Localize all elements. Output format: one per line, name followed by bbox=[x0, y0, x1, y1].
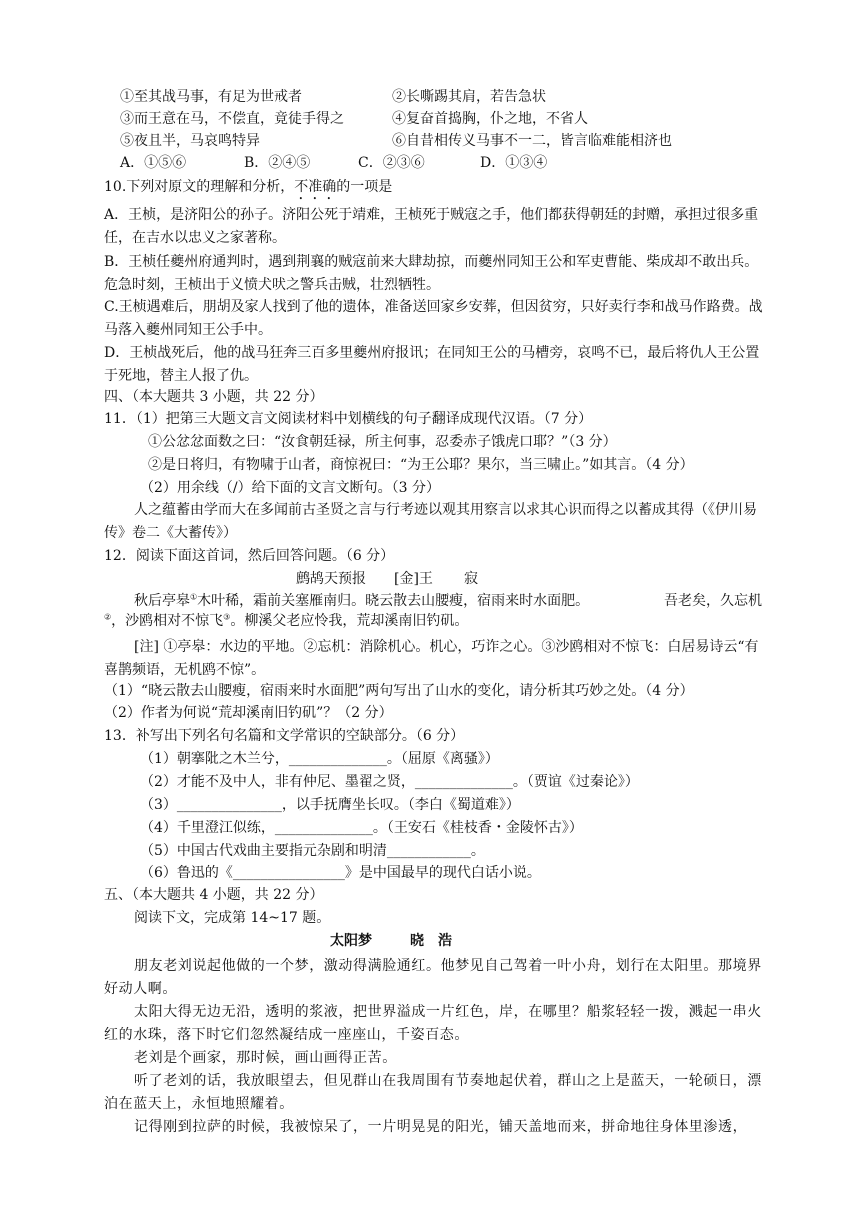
poem-author-tag: [金]王 bbox=[394, 571, 433, 587]
q10-option-b: B．王桢任夔州府通判时，遇到荆襄的贼寇前来大肆劫掠，而夔州同知王公和军吏曹能、柴成却不敢出兵。危急时刻，王桢出于义愤犬吠之警兵击贼，壮烈牺牲。 bbox=[104, 254, 759, 293]
q13-item-6: （6）鲁迅的《________________》是中国最早的现代白话小说。 bbox=[140, 865, 541, 881]
article-paragraph-2: 太阳大得无边无沿，透明的浆液，把世界溢成一片红色，岸，在哪里？船浆轻轻一拨，溅起一串火红的水珠，落下时它们忽然凝结成一座座山，千姿百态。 bbox=[104, 1004, 762, 1043]
poem-line-2-b: ，沙鸥相对不惊飞 bbox=[111, 613, 224, 629]
q13-item-3: （3）_______________，以手抚膺坐长叹。（李白《蜀道难》） bbox=[140, 797, 520, 813]
q13-item-2: （2）才能不及中人，非有仲尼、墨翟之贤，______________。（贾谊《过秦论》） bbox=[140, 774, 639, 790]
q13-item-1: （1）朝搴阰之木兰兮，______________。（屈原《离骚》） bbox=[140, 751, 499, 767]
q11-part-2: （2）用余线（/）给下面的文言文断句。（3 分） bbox=[140, 480, 440, 496]
note-marker-2: ② bbox=[104, 612, 112, 622]
section-five-heading: 五、（本大题共 4 小题，共 22 分） bbox=[104, 887, 324, 903]
q9-option-6: ⑥自昔相传义马事不一二，皆言临难能相济也 bbox=[392, 133, 672, 149]
article-paragraph-5: 记得刚到拉萨的时候，我被惊呆了，一片明晃晃的阳光，铺天盖地而来，拼命地往身体里渗透， bbox=[134, 1119, 748, 1135]
q10-heading-pre: 10.下列对原文的理解和分析， bbox=[104, 179, 295, 195]
q9-option-4: ④复奋首捣胸，仆之地，不省人 bbox=[392, 111, 588, 127]
q10-option-c: C.王桢遇难后，朋胡及家人找到了他的遗体，准备送回家乡安葬，但因贫穷，只好卖行李和战马作路费。战马落入夔州同知王公手中。 bbox=[104, 299, 763, 338]
note-marker-1: ① bbox=[190, 592, 198, 602]
article-author: 晓 浩 bbox=[410, 933, 452, 949]
q13-heading: 13．补写出下列名句名篇和文学常识的空缺部分。（6 分） bbox=[104, 728, 465, 744]
note-marker-3: ③ bbox=[223, 612, 231, 622]
article-title: 太阳梦 bbox=[330, 933, 372, 949]
q9-choice-d: D．①③④ bbox=[480, 155, 548, 171]
poem-line-1-a: 秋后亭皋 bbox=[134, 593, 190, 609]
poem-line-2 bbox=[104, 610, 468, 632]
q9-choice-c: C．②③⑥ bbox=[358, 155, 425, 171]
section-four-heading: 四、（本大题共 3 小题，共 22 分） bbox=[104, 389, 324, 405]
article-paragraph-1: 朋友老刘说起他做的一个梦，激动得满脸通红。他梦见自己驾着一叶小舟，划行在太阳里。那境界好动人啊。 bbox=[104, 958, 762, 997]
q13-item-5: （5）中国古代戏曲主要指元杂剧和明清____________。 bbox=[140, 843, 485, 859]
poem-line-1 bbox=[134, 590, 589, 612]
q12-question-1: （1）“晓云散去山腰瘦，宿雨来时水面肥”两句写出了山水的变化，请分析其巧妙之处。（4 分） bbox=[104, 683, 694, 699]
reading-intro: 阅读下文，完成第 14~17 题。 bbox=[134, 910, 331, 926]
poem-title: 鹧鸪天预报 bbox=[296, 571, 366, 587]
q11-sentence-1: ①公忿忿面数之曰：“汝食朝廷禄，所主何事，忍委赤子饿虎口耶？”（3 分） bbox=[148, 434, 617, 450]
q10-option-a: A．王桢，是济阳公的孙子。济阳公死于靖难，王桢死于贼寇之手，他们都获得朝廷的封赠，承担过很多重任，在吉水以忠义之家著称。 bbox=[104, 207, 759, 246]
q9-choice-b: B．②④⑤ bbox=[244, 155, 311, 171]
q10-heading-emphasis: 不准确 bbox=[294, 179, 337, 195]
q10-option-d: D．王桢战死后，他的战马狂奔三百多里夔州府报讯；在同知王公的马槽旁，哀鸣不已，最后将仇人王公置于死地，替主人报了仇。 bbox=[104, 345, 760, 384]
poem-line-2-start: 吾老矣，久忘机 bbox=[664, 593, 762, 609]
q11-passage: 人之蕴蓄由学而大在多闻前古圣贤之言与行考迹以观其用察言以求其心识而得之以蓄成其得（《伊川易传》卷二《大蓄传》） bbox=[104, 502, 757, 541]
q9-option-5: ⑤夜且半，马哀鸣特异 bbox=[120, 133, 260, 149]
q9-option-2: ②长嘶踢其肩，若告急状 bbox=[392, 89, 546, 105]
q10-heading bbox=[104, 176, 392, 203]
q11-sentence-2: ②是日将归，有物啸于山者，商惊祝曰：“为王公耶？果尔，当三啸止。”如其言。（4 分） bbox=[148, 457, 694, 473]
q12-heading: 12．阅读下面这首词，然后回答问题。（6 分） bbox=[104, 548, 395, 564]
q11-heading: 11．（1）把第三大题文言文阅读材料中划横线的句子翻译成现代汉语。（7 分） bbox=[104, 411, 593, 427]
q10-heading-post: 的一项是 bbox=[336, 179, 393, 195]
poem-line-2-c: 。柳溪父老应怜我，荒却溪南旧钓矶。 bbox=[230, 613, 469, 629]
poem-notes: [注] ①亭皋：水边的平地。②忘机：消除机心。机心，巧诈之心。③沙鸥相对不惊飞：白居易诗云“有喜鹊频语，无机鸥不惊”。 bbox=[104, 639, 759, 678]
q9-choice-a: A．①⑤⑥ bbox=[120, 155, 187, 171]
article-paragraph-4: 听了老刘的话，我放眼望去，但见群山在我周围有节奏地起伏着，群山之上是蓝天，一轮硕日，漂泊在蓝天上，永恒地照耀着。 bbox=[104, 1073, 762, 1112]
poem-author-name: 寂 bbox=[464, 571, 478, 587]
q9-option-3: ③而王意在马，不偿直，竟徒手得之 bbox=[120, 111, 344, 127]
q12-question-2: （2）作者为何说“荒却溪南旧钓矶”？（2 分） bbox=[104, 705, 393, 721]
q13-item-4: （4）千里澄江似练，______________。（王安石《桂枝香・金陵怀古》） bbox=[140, 820, 583, 836]
poem-line-1-b: 木叶稀，霜前关塞雁南归。晓云散去山腰瘦，宿雨来时水面肥。 bbox=[197, 593, 590, 609]
article-paragraph-3: 老刘是个画家，那时候，画山画得正苦。 bbox=[134, 1050, 397, 1066]
q9-option-1: ①至其战马事，有足为世戒者 bbox=[120, 89, 302, 105]
